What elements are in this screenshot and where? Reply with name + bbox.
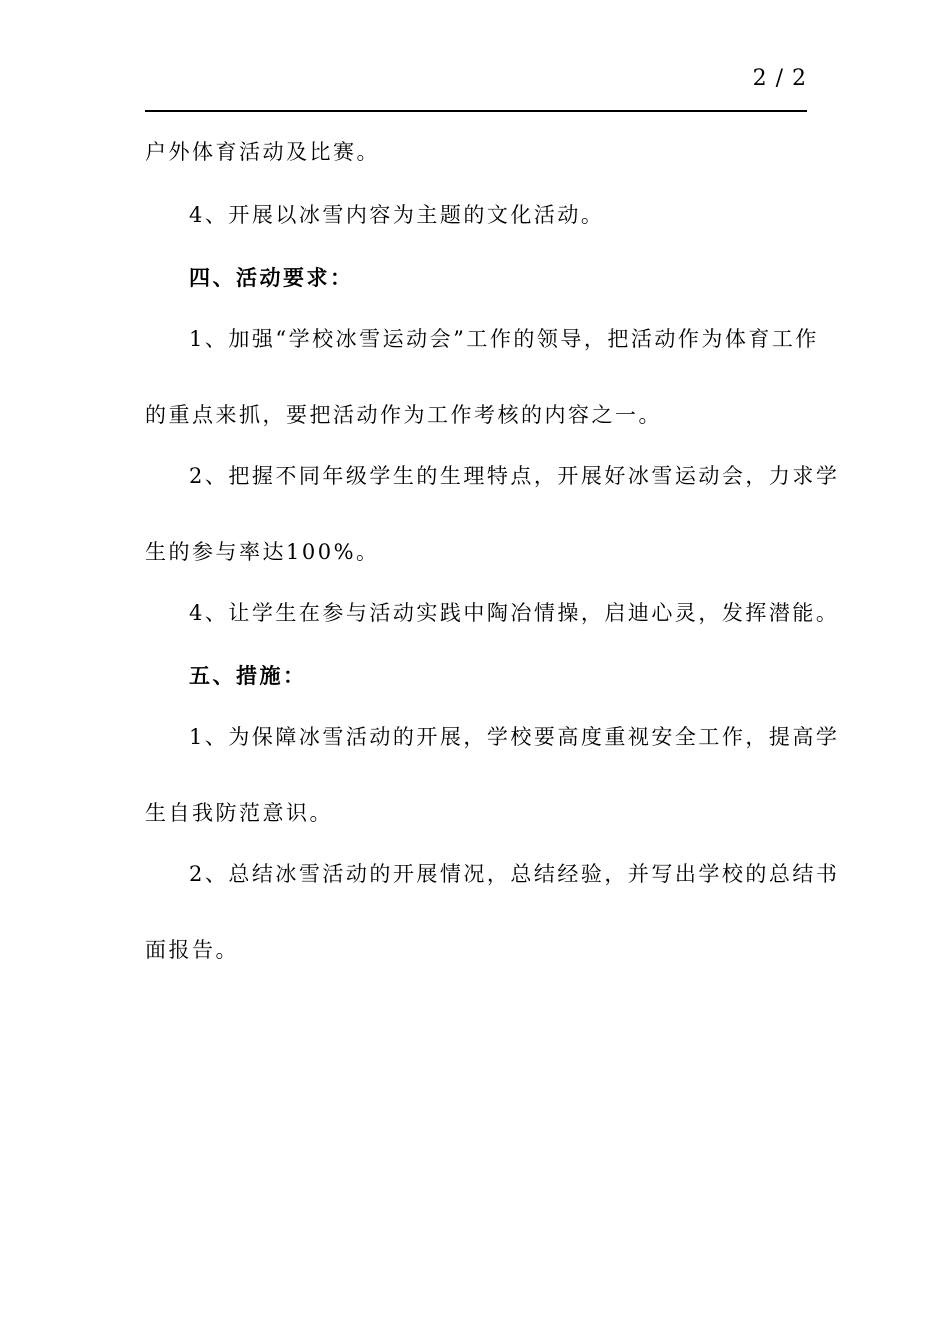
page-number: 2 / 2 (752, 66, 807, 91)
section-heading: 四、活动要求： (189, 265, 354, 290)
paragraph-line: 户外体育活动及比赛。 (145, 140, 380, 164)
list-item: 4、开展以冰雪内容为主题的文化活动。 (189, 203, 605, 227)
list-item-continuation: 的重点来抓，要把活动作为工作考核的内容之一。 (145, 403, 662, 427)
list-item-continuation: 生的参与率达100%。 (145, 540, 380, 564)
list-item: 1、加强“学校冰雪运动会”工作的领导，把活动作为体育工作 (189, 327, 819, 351)
list-item-continuation: 面报告。 (145, 938, 239, 962)
list-item: 2、把握不同年级学生的生理特点，开展好冰雪运动会，力求学 (189, 464, 840, 488)
list-item-continuation: 生自我防范意识。 (145, 801, 333, 825)
section-heading: 五、措施： (189, 663, 307, 688)
list-item: 4、让学生在参与活动实践中陶冶情操，启迪心灵，发挥潜能。 (189, 601, 840, 625)
list-item: 2、总结冰雪活动的开展情况，总结经验，并写出学校的总结书 (189, 862, 840, 886)
header-rule (145, 110, 807, 112)
list-item: 1、为保障冰雪活动的开展，学校要高度重视安全工作，提高学 (189, 725, 840, 749)
